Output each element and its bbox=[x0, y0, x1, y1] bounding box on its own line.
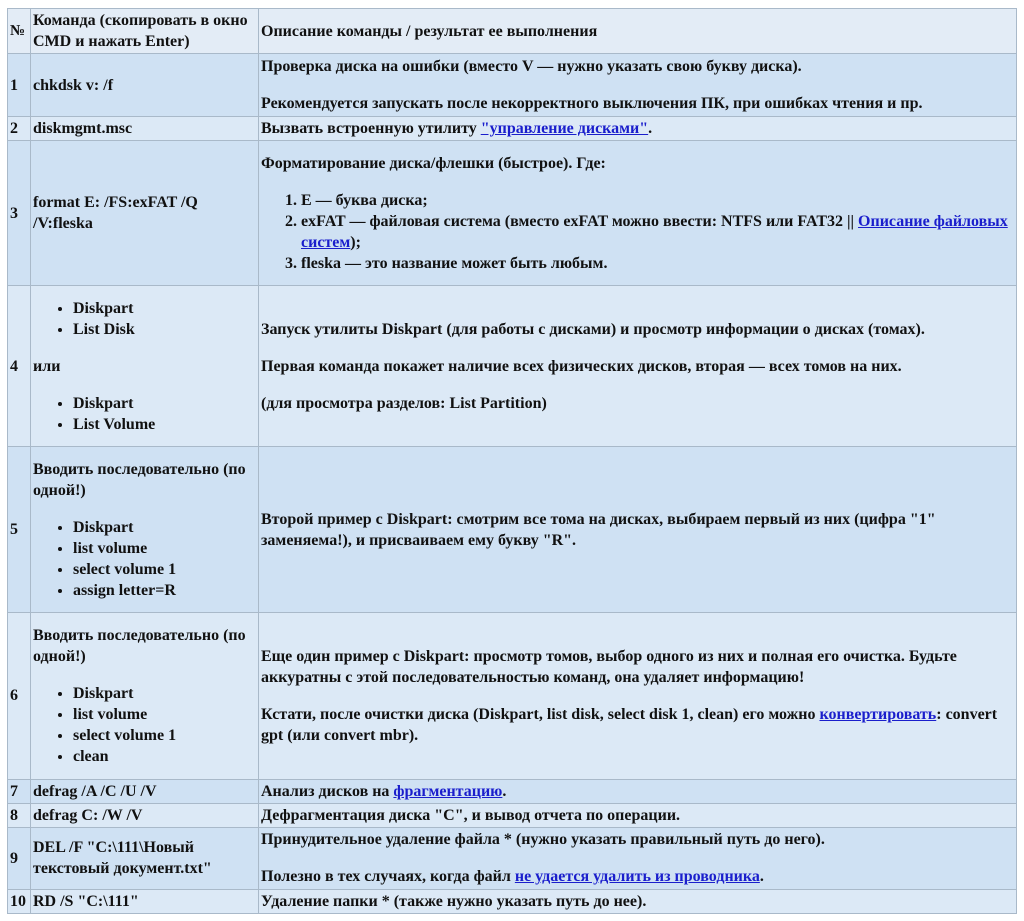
list-item: • List Disk bbox=[73, 319, 256, 340]
list-item: • list volume bbox=[73, 704, 256, 725]
description-text: . bbox=[759, 868, 764, 886]
row-description bbox=[259, 117, 1017, 141]
command-list bbox=[33, 517, 256, 601]
row-command: chkdsk v: /f bbox=[31, 54, 259, 117]
table-row bbox=[8, 827, 1017, 889]
list-item: • Diskpart bbox=[73, 683, 256, 704]
cannot-delete-link[interactable]: не удается удалить из проводника bbox=[514, 868, 760, 886]
description-text: Кстати, после очистки диска (Diskpart, list disk, select disk 1, clean) его можно bbox=[261, 705, 820, 723]
row-command: defrag C: /W /V bbox=[31, 803, 259, 827]
row-description bbox=[259, 54, 1017, 117]
row-description bbox=[259, 612, 1017, 779]
list-item: • assign letter=R bbox=[73, 580, 256, 601]
list-item: 3. fleska — это название может быть любым. bbox=[301, 253, 1014, 274]
list-item-text: ); bbox=[350, 233, 361, 251]
disk-management-link[interactable]: "управление дисками" bbox=[480, 120, 649, 138]
row-command: RD /S "C:\111" bbox=[31, 889, 259, 913]
format-params-list bbox=[261, 190, 1014, 274]
command-list bbox=[33, 298, 256, 340]
row-command: format E: /FS:exFAT /Q /V:fleska bbox=[31, 141, 259, 286]
description-text bbox=[261, 704, 1014, 746]
fragmentation-link[interactable]: фрагментацию bbox=[393, 782, 503, 800]
file-systems-link[interactable]: Описание файловых систем bbox=[301, 212, 1008, 251]
description-text: Первая команда покажет наличие всех физических дисков, вторая — всех томов на них. bbox=[261, 357, 902, 375]
list-item: • Diskpart bbox=[73, 298, 256, 319]
table-row bbox=[8, 889, 1017, 913]
list-item: • clean bbox=[73, 746, 256, 767]
header-number: № bbox=[8, 9, 31, 54]
description-text: Форматирование диска/флешки (быстрое). Где: bbox=[261, 154, 606, 172]
row-description bbox=[259, 285, 1017, 447]
description-text: Рекомендуется запускать после некорректного выключения ПК, при ошибках чтения и пр. bbox=[261, 95, 923, 113]
description-text: . bbox=[502, 782, 507, 800]
row-command bbox=[31, 447, 259, 613]
row-number: 1 bbox=[8, 54, 31, 117]
table-row bbox=[8, 803, 1017, 827]
description-text: : convert gpt (или convert mbr). bbox=[261, 705, 998, 744]
command-list bbox=[33, 683, 256, 767]
list-item: • list volume bbox=[73, 538, 256, 559]
table-row bbox=[8, 117, 1017, 141]
row-number: 3 bbox=[8, 141, 31, 286]
table-row bbox=[8, 141, 1017, 286]
list-item bbox=[301, 211, 1014, 253]
command-intro: Вводить последовательно (по одной!) bbox=[33, 626, 246, 665]
table-row bbox=[8, 447, 1017, 613]
row-description: Удаление папки * (также нужно указать путь до нее). bbox=[259, 889, 1017, 913]
description-text: Полезно в тех случаях, когда файл bbox=[261, 868, 515, 886]
row-description bbox=[259, 141, 1017, 286]
list-item: • select volume 1 bbox=[73, 559, 256, 580]
command-list bbox=[33, 393, 256, 435]
row-number: 6 bbox=[8, 612, 31, 779]
command-intro: Вводить последовательно (по одной!) bbox=[33, 460, 246, 499]
list-item: • Diskpart bbox=[73, 517, 256, 538]
description-text: Принудительное удаление файла * (нужно указать правильный путь до него). bbox=[261, 831, 825, 849]
list-item-text: exFAT — файловая система (вместо exFAT можно ввести: NTFS или FAT32 || bbox=[301, 212, 859, 230]
row-command: defrag /A /C /U /V bbox=[31, 779, 259, 803]
list-item: • List Volume bbox=[73, 414, 256, 435]
list-item: • select volume 1 bbox=[73, 725, 256, 746]
header-command: Команда (скопировать в окно CMD и нажать Enter) bbox=[31, 9, 259, 54]
row-number: 4 bbox=[8, 285, 31, 447]
row-number: 7 bbox=[8, 779, 31, 803]
row-number: 8 bbox=[8, 803, 31, 827]
row-command bbox=[31, 285, 259, 447]
table-header-row bbox=[8, 9, 1017, 54]
row-number: 5 bbox=[8, 447, 31, 613]
description-text: Проверка диска на ошибки (вместо V — нужно указать свою букву диска). bbox=[261, 58, 802, 76]
list-item: • Diskpart bbox=[73, 393, 256, 414]
header-description: Описание команды / результат ее выполнения bbox=[259, 9, 1017, 54]
row-number: 10 bbox=[8, 889, 31, 913]
row-description: Дефрагментация диска "C", и вывод отчета по операции. bbox=[259, 803, 1017, 827]
row-command bbox=[31, 612, 259, 779]
row-description bbox=[259, 779, 1017, 803]
description-text bbox=[261, 866, 1014, 887]
row-description: Второй пример с Diskpart: смотрим все тома на дисках, выбираем первый из них (цифра "1" заменяема!), и присваиваем ему букву "R". bbox=[259, 447, 1017, 613]
description-text: Запуск утилиты Diskpart (для работы с дисками) и просмотр информации о дисках (томах). bbox=[261, 320, 925, 338]
table-row bbox=[8, 285, 1017, 447]
or-text: или bbox=[33, 357, 61, 375]
row-command: DEL /F "C:\111\Новый текстовый документ.txt" bbox=[31, 827, 259, 889]
row-description bbox=[259, 827, 1017, 889]
table-row bbox=[8, 612, 1017, 779]
row-number: 2 bbox=[8, 117, 31, 141]
convert-link[interactable]: конвертировать bbox=[819, 705, 937, 723]
row-command: diskmgmt.msc bbox=[31, 117, 259, 141]
list-item: 1. E — буква диска; bbox=[301, 190, 1014, 211]
description-text: (для просмотра разделов: List Partition) bbox=[261, 394, 547, 412]
description-text: Вызвать встроенную утилиту bbox=[261, 120, 481, 138]
commands-table bbox=[7, 8, 1017, 914]
table-row bbox=[8, 779, 1017, 803]
table-row bbox=[8, 54, 1017, 117]
description-text: . bbox=[648, 120, 653, 138]
row-number: 9 bbox=[8, 827, 31, 889]
description-text: Анализ дисков на bbox=[261, 782, 394, 800]
description-text: Еще один пример с Diskpart: просмотр томов, выбор одного из них и полная его очистка. Будьте аккуратны с этой последовательностью команд, она удаляет информацию! bbox=[261, 647, 957, 686]
